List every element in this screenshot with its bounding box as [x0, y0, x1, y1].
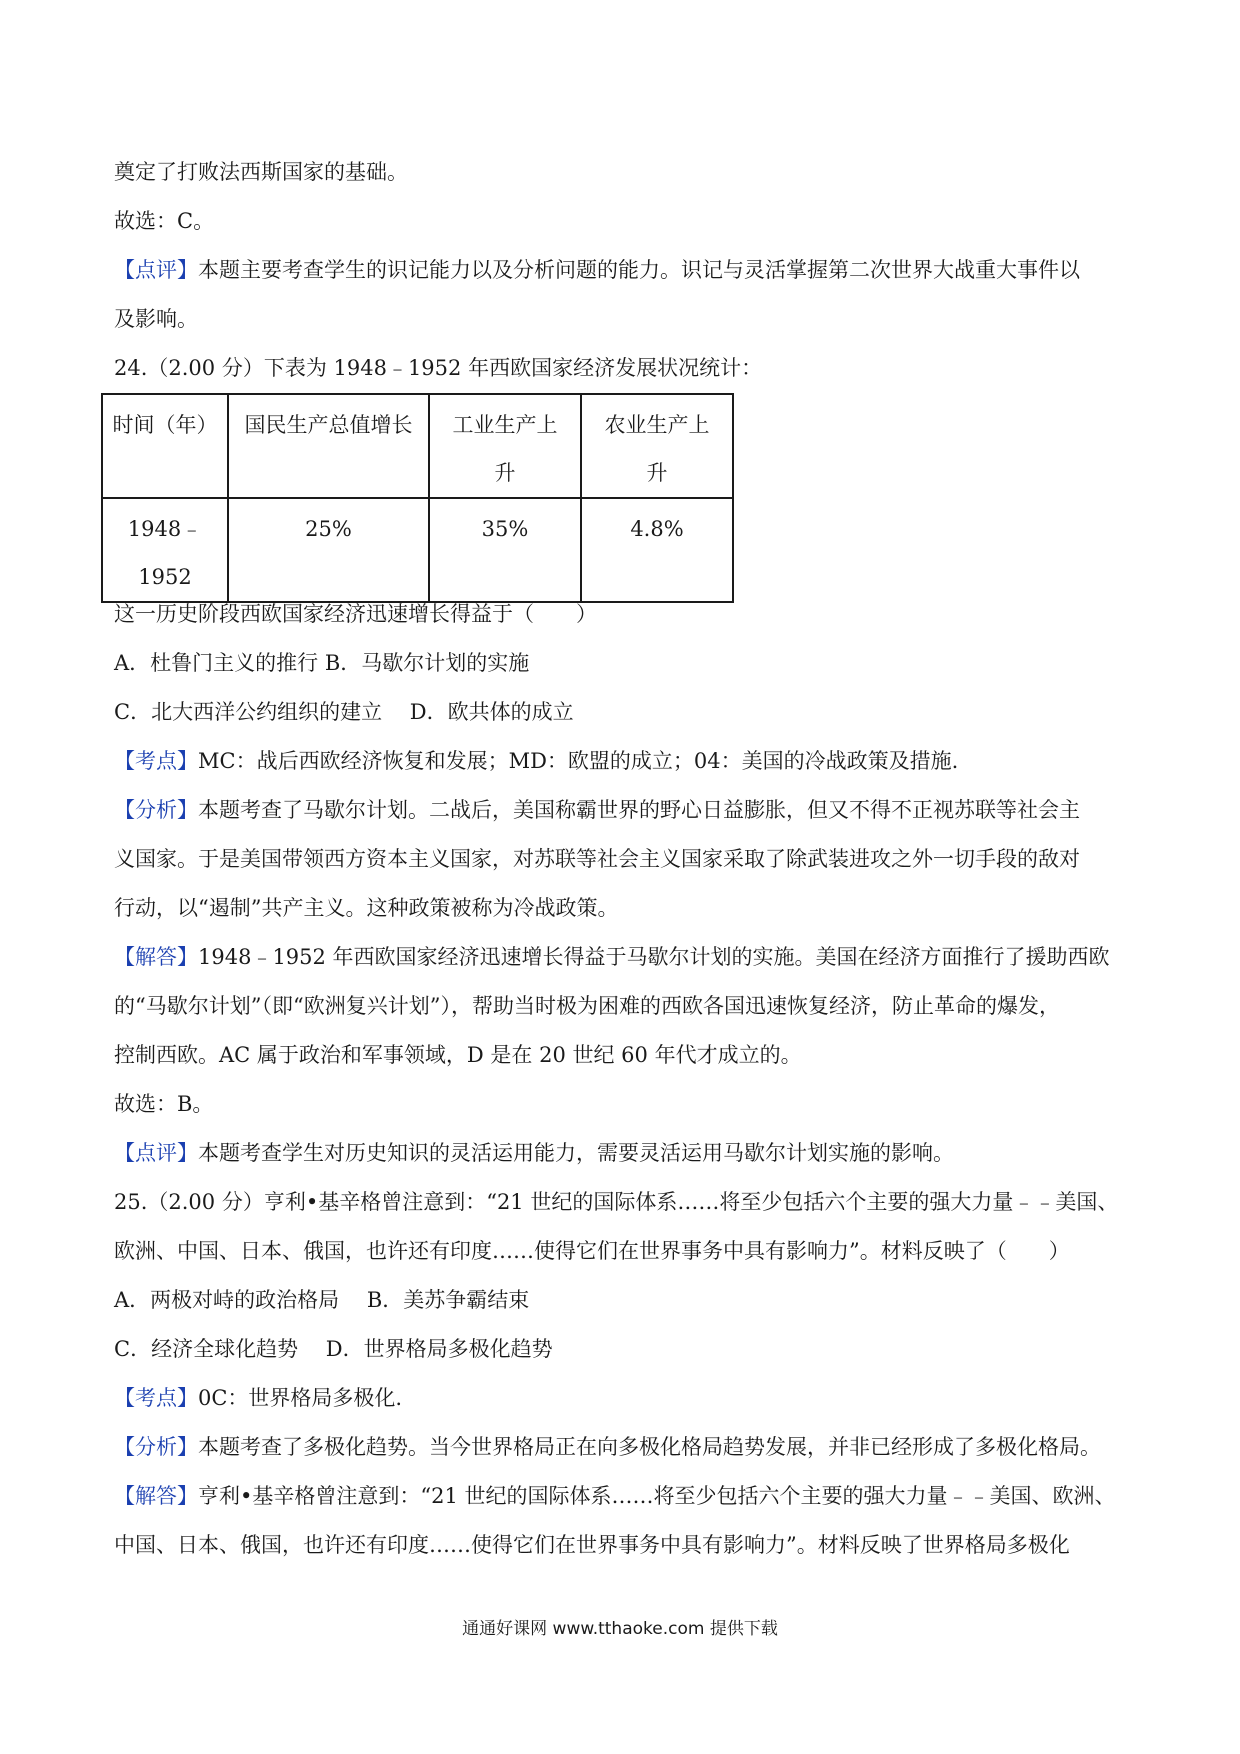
line-text: 本题考查学生对历史知识的灵活运用能力，需要灵活运用马歇尔计划实施的影响。	[198, 1141, 954, 1165]
section-tag: 【考点】	[114, 1386, 198, 1410]
table-header-cell: 工业生产上 升	[429, 394, 581, 498]
section-tag: 【解答】	[114, 945, 198, 969]
line-text: 奠定了打败法西斯国家的基础。	[114, 160, 408, 184]
text-line	[114, 1335, 1134, 1363]
line-text: 本题考查了马歇尔计划。二战后，美国称霸世界的野心日益膨胀，但又不得不正视苏联等社会主	[198, 798, 1080, 822]
table-header-cell: 时间（年）	[102, 394, 228, 498]
line-text: C．北大西洋公约组织的建立 D．欧共体的成立	[114, 700, 574, 724]
table-row	[102, 498, 733, 602]
line-text: 及影响。	[114, 307, 198, 331]
table-cell: 25%	[228, 498, 429, 602]
text-line	[114, 796, 1134, 824]
text-line	[114, 256, 1134, 284]
text-line	[114, 1237, 1134, 1265]
text-line	[114, 992, 1134, 1020]
table-header-cell: 国民生产总值增长	[228, 394, 429, 498]
table-cell: 1948﹣ 1952	[102, 498, 228, 602]
text-line	[114, 1090, 1134, 1118]
table-header-row	[102, 394, 733, 498]
text-line	[114, 845, 1134, 873]
text-line	[114, 1482, 1134, 1510]
text-line	[114, 158, 1134, 186]
table-header-cell: 农业生产上 升	[581, 394, 733, 498]
section-tag: 【考点】	[114, 749, 198, 773]
line-text: 控制西欧。AC 属于政治和军事领域，D 是在 20 世纪 60 年代才成立的。	[114, 1043, 802, 1067]
line-text: 0C：世界格局多极化.	[198, 1386, 403, 1410]
line-text: 故选：B。	[114, 1092, 214, 1116]
table-cell: 35%	[429, 498, 581, 602]
line-text: 这一历史阶段西欧国家经济迅速增长得益于（ ）	[114, 602, 597, 626]
line-text: 1948﹣1952 年西欧国家经济迅速增长得益于马歇尔计划的实施。美国在经济方面推行了援助西欧	[198, 945, 1110, 969]
section-tag: 【点评】	[114, 258, 198, 282]
line-text: 故选：C。	[114, 209, 215, 233]
text-line	[114, 305, 1134, 333]
line-text: 25.（2.00 分）亨利•基辛格曾注意到：“21 世纪的国际体系……将至少包括六个主要的强大力量﹣﹣美国、	[114, 1190, 1119, 1214]
line-text: 24.（2.00 分）下表为 1948﹣1952 年西欧国家经济发展状况统计：	[114, 356, 763, 380]
text-line	[114, 207, 1134, 235]
text-line	[114, 1531, 1134, 1559]
line-text: 义国家。于是美国带领西方资本主义国家，对苏联等社会主义国家采取了除武装进攻之外一切手段的敌对	[114, 847, 1080, 871]
text-line	[114, 1041, 1134, 1069]
page-footer: 通通好课网 www.tthaoke.com 提供下载	[462, 1619, 778, 1639]
text-line	[114, 698, 1134, 726]
table-cell: 4.8%	[581, 498, 733, 602]
text-line	[114, 1384, 1134, 1412]
line-text: 行动，以“遏制”共产主义。这种政策被称为冷战政策。	[114, 896, 619, 920]
line-text: MC：战后西欧经济恢复和发展；MD：欧盟的成立；04：美国的冷战政策及措施.	[198, 749, 959, 773]
line-text: 本题考查了多极化趋势。当今世界格局正在向多极化格局趋势发展，并非已经形成了多极化格局。	[198, 1435, 1101, 1459]
text-line	[114, 600, 1134, 628]
economic-stats-table	[101, 393, 734, 603]
text-line	[114, 354, 1134, 382]
line-text: 欧洲、中国、日本、俄国，也许还有印度……使得它们在世界事务中具有影响力”。材料反映了（ ）	[114, 1239, 1070, 1263]
text-line	[114, 747, 1134, 775]
section-tag: 【点评】	[114, 1141, 198, 1165]
line-text: A．杜鲁门主义的推行 B．马歇尔计划的实施	[114, 651, 530, 675]
line-text: 亨利•基辛格曾注意到：“21 世纪的国际体系……将至少包括六个主要的强大力量﹣﹣美国、欧洲、	[198, 1484, 1116, 1508]
text-line	[114, 1286, 1134, 1314]
section-tag: 【分析】	[114, 1435, 198, 1459]
line-text: C．经济全球化趋势 D．世界格局多极化趋势	[114, 1337, 553, 1361]
text-line	[114, 1188, 1134, 1216]
section-tag: 【分析】	[114, 798, 198, 822]
line-text: 本题主要考查学生的识记能力以及分析问题的能力。识记与灵活掌握第二次世界大战重大事件以	[198, 258, 1080, 282]
text-line	[114, 1433, 1134, 1461]
section-tag: 【解答】	[114, 1484, 198, 1508]
line-text: A．两极对峙的政治格局 B．美苏争霸结束	[114, 1288, 530, 1312]
text-line	[114, 1139, 1134, 1167]
line-text: 中国、日本、俄国，也许还有印度……使得它们在世界事务中具有影响力”。材料反映了世界格局多极化	[114, 1533, 1070, 1557]
text-line	[114, 943, 1134, 971]
line-text: 的“马歇尔计划”（即“欧洲复兴计划”），帮助当时极为困难的西欧各国迅速恢复经济，防止革命的爆发，	[114, 994, 1060, 1018]
text-line	[114, 649, 1134, 677]
text-line	[114, 894, 1134, 922]
